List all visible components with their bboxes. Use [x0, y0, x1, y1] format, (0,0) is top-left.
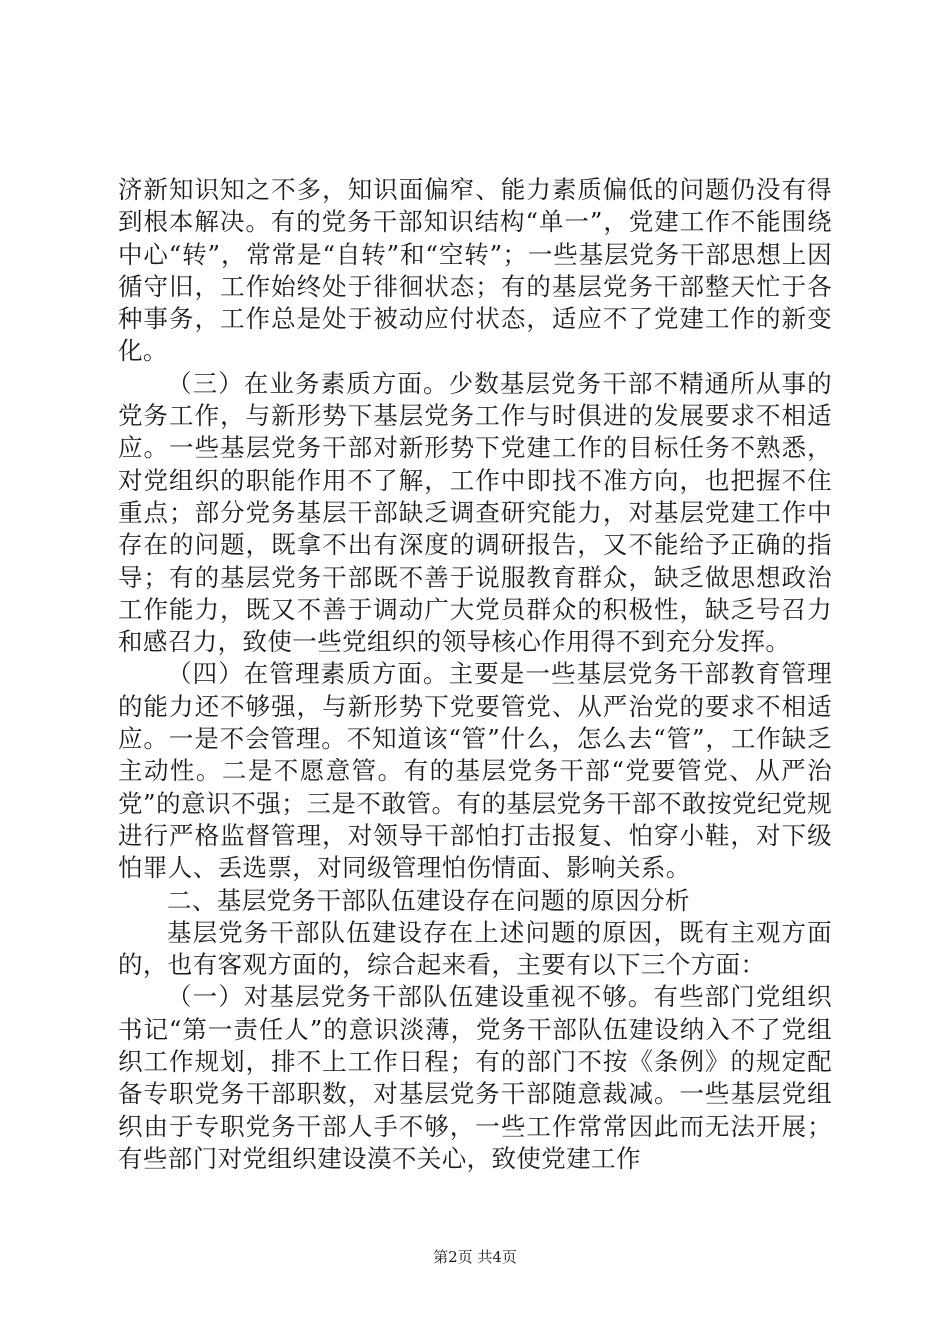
paragraph-3: （四）在管理素质方面。主要是一些基层党务干部教育管理的能力还不够强，与新形势下党要管党、从严治党的要求不相适应。一是不会管理。不知道该“管”什么，怎么去“管”，工作缺乏主动性。二是不愿意管。有的基层党务干部“党要管党、从严治党”的意识不强；三是不敢管。有的基层党务干部不敢按党纪党规进行严格监督管理，对领导干部怕打击报复、怕穿小鞋，对下级怕罪人、丢选票，对同级管理怕伤情面、影响关系。 [118, 659, 832, 883]
paragraph-5: 基层党务干部队伍建设存在上述问题的原因，既有主观方面的，也有客观方面的，综合起来看，主要有以下三个方面： [118, 917, 832, 980]
paragraph-1: 济新知识知之不多，知识面偏窄、能力素质偏低的问题仍没有得到根本解决。有的党务干部知识结构“单一”，党建工作不能围绕中心“转”，常常是“自转”和“空转”；一些基层党务干部思想上因循守旧，工作始终处于徘徊状态；有的基层党务干部整天忙于各种事务，工作总是处于被动应付状态，适应不了党建工作的新变化。 [118, 175, 832, 366]
paragraph-2: （三）在业务素质方面。少数基层党务干部不精通所从事的党务工作，与新形势下基层党务工作与时俱进的发展要求不相适应。一些基层党务干部对新形势下党建工作的目标任务不熟悉，对党组织的职能作用不了解，工作中即找不准方向，也把握不住重点；部分党务基层干部缺乏调查研究能力，对基层党建工作中存在的问题，既拿不出有深度的调研报告，又不能给予正确的指导；有的基层党务干部既不善于说服教育群众，缺乏做思想政治工作能力，既又不善于调动广大党员群众的积极性，缺乏号召力和感召力，致使一些党组织的领导核心作用得不到充分发挥。 [118, 368, 832, 657]
page-footer [0, 1246, 950, 1267]
paragraph-6: （一）对基层党务干部队伍建设重视不够。有些部门党组织书记“第一责任人”的意识淡薄，党务干部队伍建设纳入不了党组织工作规划，排不上工作日程；有的部门不按《条例》的规定配备专职党务干部职数，对基层党务干部随意裁减。一些基层党组织由于专职党务干部人手不够，一些工作常常因此而无法开展；有些部门对党组织建设漠不关心，致使党建工作 [118, 982, 832, 1173]
section-heading: 二、基层党务干部队伍建设存在问题的原因分析 [167, 885, 690, 915]
document-body [118, 174, 832, 1175]
page-number: 第2页 共4页 [433, 1248, 517, 1266]
